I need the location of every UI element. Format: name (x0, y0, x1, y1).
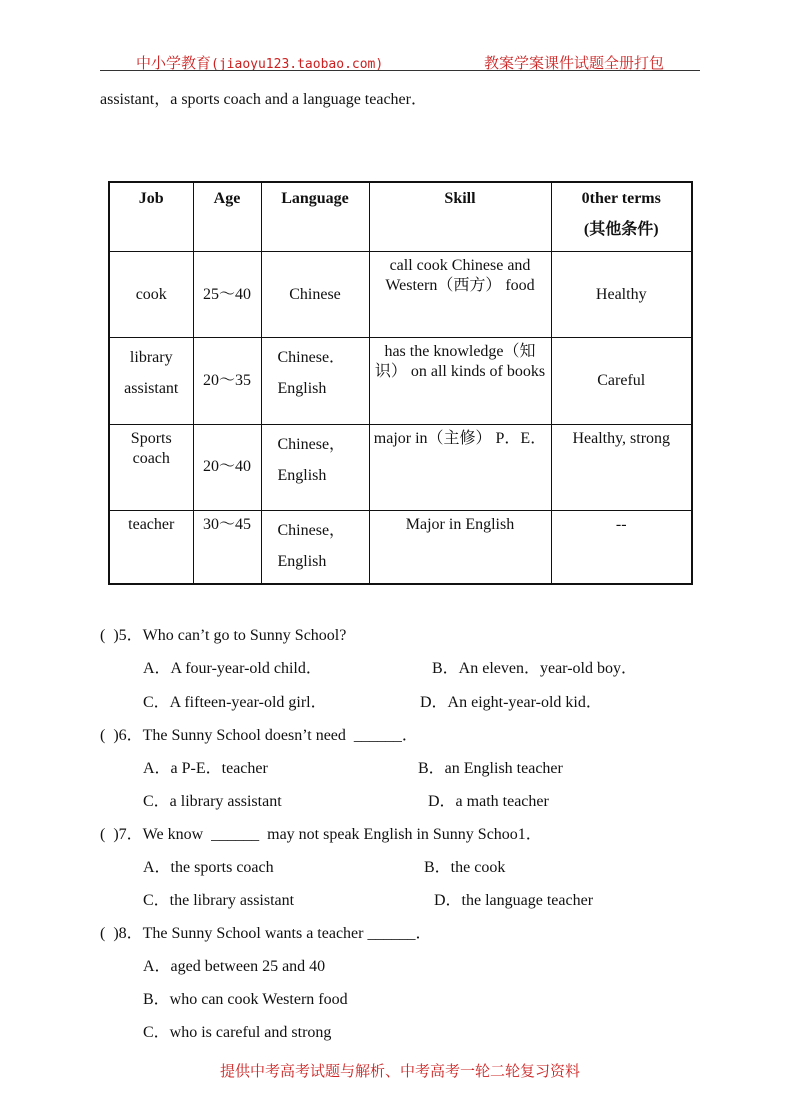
question-5-option-d: D．An eight-year-old kid． (420, 694, 602, 711)
skill-cell: Major in English (369, 510, 551, 584)
language-line: English (277, 552, 327, 570)
other-cell: Healthy (551, 251, 692, 337)
language-cell: Chinese (261, 251, 369, 337)
job-line: Sports (130, 429, 172, 447)
age-cell: 30～45 (193, 510, 261, 584)
language-line: Chinese， (277, 521, 346, 539)
job-line: assistant (124, 380, 179, 398)
skill-cell: has the knowledge（知识） on all kinds of books (369, 338, 551, 424)
age-cell: 20～40 (193, 424, 261, 510)
header-age: Age (193, 182, 261, 251)
job-line: library (129, 349, 173, 367)
question-6-option-c: C．a library assistant (143, 793, 282, 810)
header-divider (100, 70, 700, 71)
language-cell (261, 424, 369, 510)
header-left-prefix: 中小学教育 (136, 54, 212, 72)
age-cell: 20～35 (193, 338, 261, 424)
job-cell (109, 338, 193, 424)
language-line: English (277, 380, 327, 398)
job-cell: teacher (109, 510, 193, 584)
question-7-option-d: D．the language teacher (434, 892, 594, 909)
other-cell: Healthy, strong (551, 424, 692, 510)
question-7-option-b: B．the cook (424, 859, 506, 876)
question-5-stem: ( )5．Who can’t go to Sunny School? (100, 627, 347, 644)
job-cell (109, 424, 193, 510)
question-6-option-b: B．an English teacher (418, 760, 563, 777)
question-7-option-c: C．the library assistant (143, 892, 295, 909)
intro-text: assistant，a sports coach and a language teacher． (100, 91, 427, 108)
header-job: Job (109, 182, 193, 251)
question-6-stem: ( )6．The Sunny School doesn’t need ______． (100, 727, 418, 744)
question-8-option-c: C．who is careful and strong (143, 1024, 332, 1041)
question-5-option-a: A．A four-year-old child． (143, 660, 322, 677)
header-other-terms (551, 182, 692, 251)
job-line: coach (132, 449, 170, 467)
age-cell: 25～40 (193, 251, 261, 337)
language-line: Chinese， (277, 435, 346, 453)
question-8-option-b: B．who can cook Western food (143, 991, 348, 1008)
other-cell: Careful (551, 338, 692, 424)
language-line: English (277, 466, 327, 484)
header-language: Language (261, 182, 369, 251)
jobs-table (108, 181, 693, 585)
header-right: 教案学案课件试题全册打包 (484, 54, 665, 72)
skill-cell: major in（主修） P．E． (369, 424, 551, 510)
header-other-zh: (其他条件) (583, 221, 659, 238)
question-7-stem: ( )7．We know ______ may not speak English in Sunny Schoo1． (100, 826, 542, 843)
question-5-option-c: C．A fifteen-year-old girl． (143, 694, 327, 711)
question-6-option-d: D．a math teacher (428, 793, 549, 810)
table-row (109, 338, 692, 424)
skill-cell: call cook Chinese and Western（西方） food (369, 251, 551, 337)
job-cell: cook (109, 251, 193, 337)
table-row (109, 251, 692, 337)
question-8-stem: ( )8．The Sunny School wants a teacher ______． (100, 925, 432, 942)
question-5-option-b: B．An eleven．year-old boy． (432, 660, 637, 677)
table-row (109, 510, 692, 584)
language-cell (261, 510, 369, 584)
language-line: Chinese． (277, 349, 346, 367)
table-header-row (109, 182, 692, 251)
question-6-option-a: A．a P-E．teacher (143, 760, 268, 777)
table-row (109, 424, 692, 510)
question-8-option-a: A．aged between 25 and 40 (143, 958, 326, 975)
footer-text: 提供中考高考试题与解析、中考高考一轮二轮复习资料 (219, 1062, 580, 1080)
header-other-en: 0ther terms (581, 190, 661, 207)
other-cell: -- (551, 510, 692, 584)
question-7-option-a: A．the sports coach (143, 859, 274, 876)
language-cell (261, 338, 369, 424)
header-skill: Skill (369, 182, 551, 251)
header-url: (jiaoyu123.taobao.com) (211, 57, 384, 72)
